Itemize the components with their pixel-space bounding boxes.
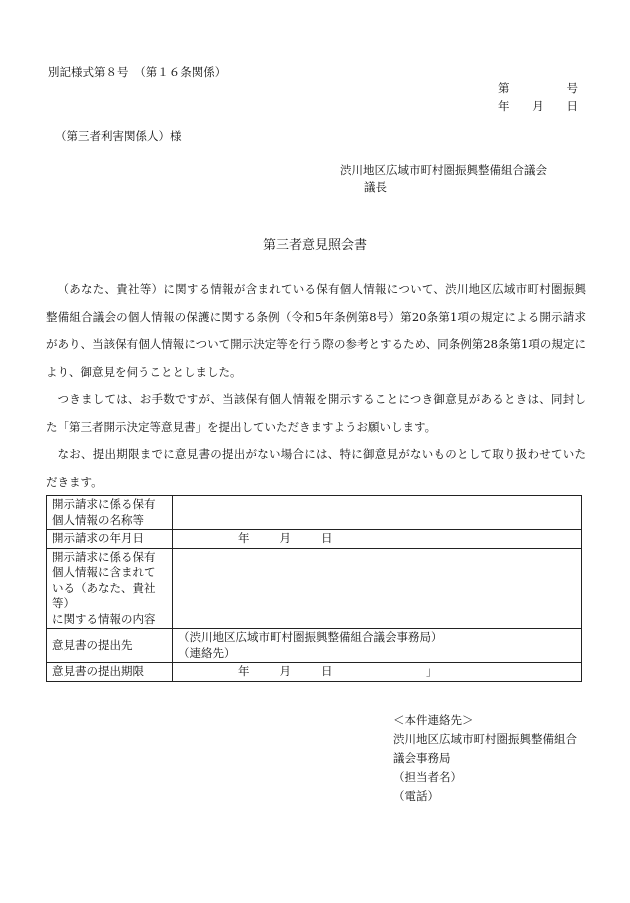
contact-organization-office: 議会事務局 [393, 751, 451, 765]
row-value-requested-info [173, 496, 582, 530]
row-value-submission-deadline [173, 663, 582, 682]
number-suffix: 号 [566, 81, 578, 95]
label-line: 開示請求に係る保有 [52, 497, 156, 511]
date-month: 月 [532, 99, 544, 113]
table-row [47, 629, 582, 663]
table-row [47, 530, 582, 549]
row-value-info-content [173, 548, 582, 629]
destination-contact: （連絡先） [178, 645, 236, 660]
label-line: 開示請求に係る保有 [52, 549, 156, 564]
label-line: に関する情報の内容 [52, 611, 156, 626]
document-date-line [498, 98, 578, 114]
body-paragraph-3: なお、提出期限までに意見書の提出がない場合には、特に御意見がないものとして取り扱わせていただきます。 [46, 447, 586, 489]
info-table [46, 495, 582, 682]
row-label-info-content [47, 548, 173, 629]
month-label: 月 [279, 664, 291, 678]
day-label: 日 [321, 531, 333, 545]
year-label: 年 [238, 531, 250, 545]
form-number: 別記様式第８号 （第１６条関係） [48, 65, 227, 79]
row-value-request-date [173, 530, 582, 549]
contact-organization: 渋川地区広域市町村圏振興整備組合 [393, 732, 577, 746]
date-day: 日 [566, 99, 578, 113]
sender-organization: 渋川地区広域市町村圏振興整備組合議会 [340, 163, 547, 177]
closing-bracket: 」 [426, 664, 438, 678]
document-number-line [498, 80, 578, 96]
destination-office: （渋川地区広域市町村圏振興整備組合議会事務局） [178, 630, 443, 644]
sender-title: 議長 [364, 180, 387, 194]
body-text [46, 276, 586, 496]
contact-heading: ＜本件連絡先＞ [393, 713, 474, 727]
row-label-submission-destination: 意見書の提出先 [47, 629, 173, 663]
label-line: 個人情報の名称等 [52, 512, 144, 527]
row-label-submission-deadline: 意見書の提出期限 [47, 663, 173, 682]
table-row [47, 548, 582, 629]
month-label: 月 [279, 531, 291, 545]
day-label: 日 [321, 664, 333, 678]
body-paragraph-1: （あなた、貴社等）に関する情報が含まれている保有個人情報について、渋川地区広域市町村圏振興整備組合議会の個人情報の保護に関する条例（令和5年条例第8号）第20条第1項の規定による開示請求があり、当該保有個人情報について開示決定等を行う際の参考とするため、同条例第28条第1項の規定により、御意見を伺うこととしました。 [46, 282, 586, 379]
table-row [47, 663, 582, 682]
contact-block [393, 711, 577, 806]
label-line: 個人情報に含まれて [52, 565, 156, 579]
number-prefix: 第 [498, 81, 510, 95]
addressee: （第三者利害関係人）様 [55, 129, 182, 143]
label-line: いる（あなた、貴社等） [52, 580, 156, 610]
table-row [47, 496, 582, 530]
date-year: 年 [498, 99, 510, 113]
body-paragraph-2: つきましては、お手数ですが、当該保有個人情報を開示することにつき御意見があるときは、同封した「第三者開示決定等意見書」を提出していただきますようお願いします。 [46, 392, 586, 434]
document-title: 第三者意見照会書 [262, 238, 367, 253]
row-label-requested-info [47, 496, 173, 530]
row-label-request-date: 開示請求の年月日 [47, 530, 173, 549]
contact-person: （担当者名） [393, 770, 462, 784]
row-value-submission-destination [173, 629, 582, 663]
contact-phone: （電話） [393, 789, 439, 803]
year-label: 年 [238, 664, 250, 678]
